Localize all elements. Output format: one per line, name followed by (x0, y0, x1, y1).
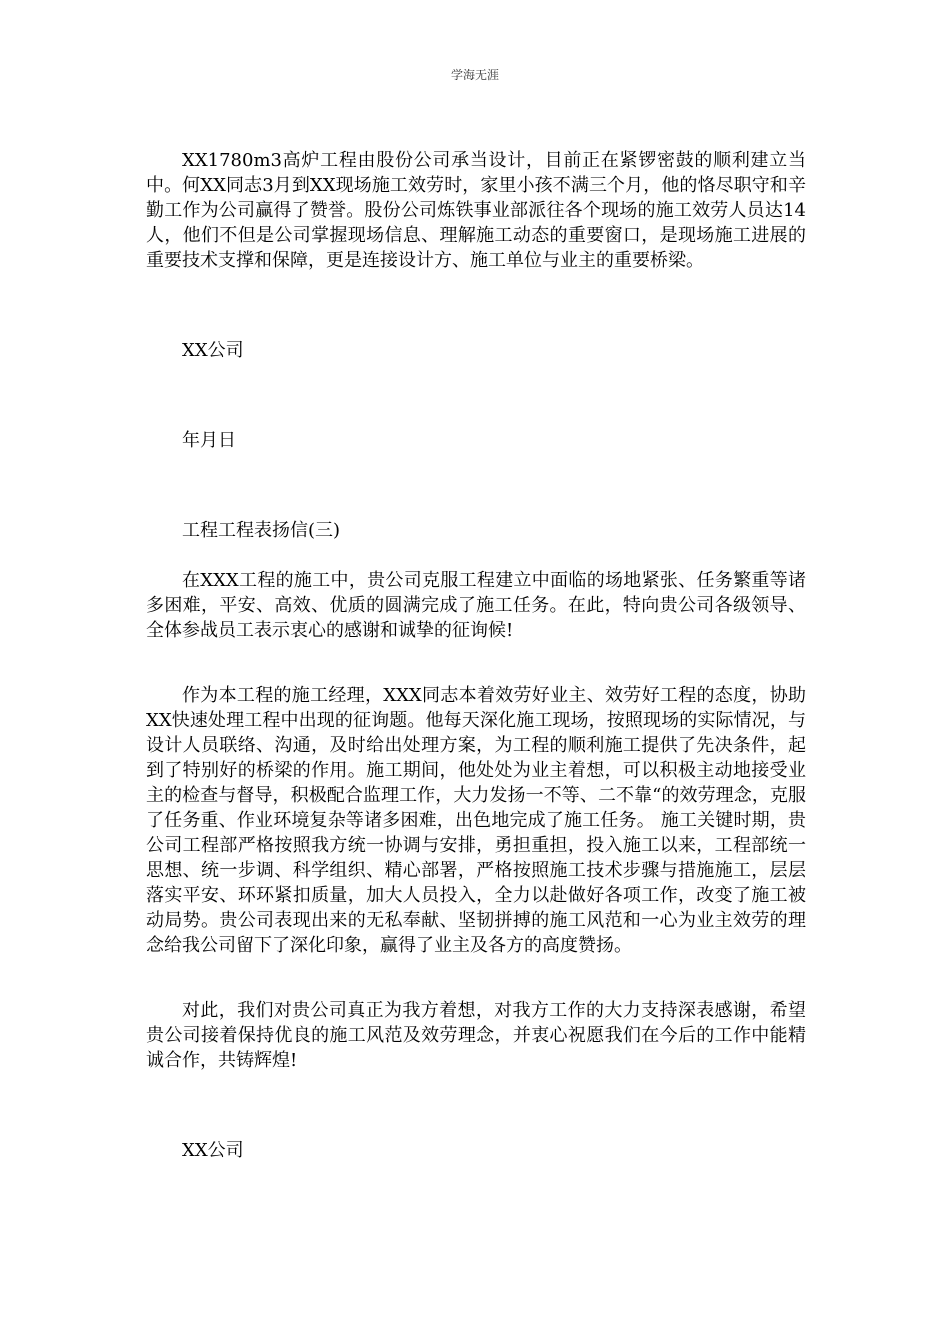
signature-date: 年月日 (182, 430, 236, 451)
document-body (146, 148, 806, 1163)
paragraph-thanks: 在XXX工程的施工中，贵公司克服工程建立中面临的场地紧张、任务繁重等诸多困难，平安、高效、优质的圆满完成了施工任务。在此，特向贵公司各级领导、全体参战员工表示衷心的感谢和诚挚的征询候! (146, 570, 806, 641)
signature-company-2: XX公司 (182, 1140, 244, 1161)
paragraph-manager-praise: 作为本工程的施工经理，XXX同志本着效劳好业主、效劳好工程的态度，协助XX快速处理工程中出现的征询题。他每天深化施工现场，按照现场的实际情况，与设计人员联络、沟通，及时给出处理方案，为工程的顺利施工提供了先决条件，起到了特别好的桥梁的作用。施工期间，他处处为业主着想，可以积极主动地接受业主的检查与督导，积极配合监理工作，大力发扬一不等、二不靠“的效劳理念，克服了任务重、作业环境复杂等诸多困难，出色地完成了施工任务。 施工关键时期，贵公司工程部严格按照我方统一协调与安排，勇担重担，投入施工以来，工程部统一思想、统一步调、科学组织、精心部署，严格按照施工技术步骤与措施施工，层层落实平安、环环紧扣质量，加大人员投入，全力以赴做好各项工作，改变了施工被动局势。贵公司表现出来的无私奉献、坚韧拼搏的施工风范和一心为业主效劳的理念给我公司留下了深化印象，赢得了业主及各方的高度赞扬。 (146, 685, 806, 956)
page-header: 学海无涯 (450, 68, 499, 82)
paragraph-project-intro: XX1780m3高炉工程由股份公司承当设计，目前正在紧锣密鼓的顺利建立当中。何XX同志3月到XX现场施工效劳时，家里小孩不满三个月，他的恪尽职守和辛勤工作为公司赢得了赞誉。股份公司炼铁事业部派往各个现场的施工效劳人员达14人，他们不但是公司掌握现场信息、理解施工动态的重要窗口，是现场施工进展的重要技术支撑和保障，更是连接设计方、施工单位与业主的重要桥梁。 (146, 150, 806, 271)
paragraph-closing: 对此，我们对贵公司真正为我方着想，对我方工作的大力支持深表感谢，希望贵公司接着保持优良的施工风范及效劳理念，并衷心祝愿我们在今后的工作中能精诚合作，共铸辉煌! (146, 1000, 806, 1071)
signature-company: XX公司 (182, 340, 244, 361)
letter-title: 工程工程表扬信(三) (182, 520, 341, 541)
